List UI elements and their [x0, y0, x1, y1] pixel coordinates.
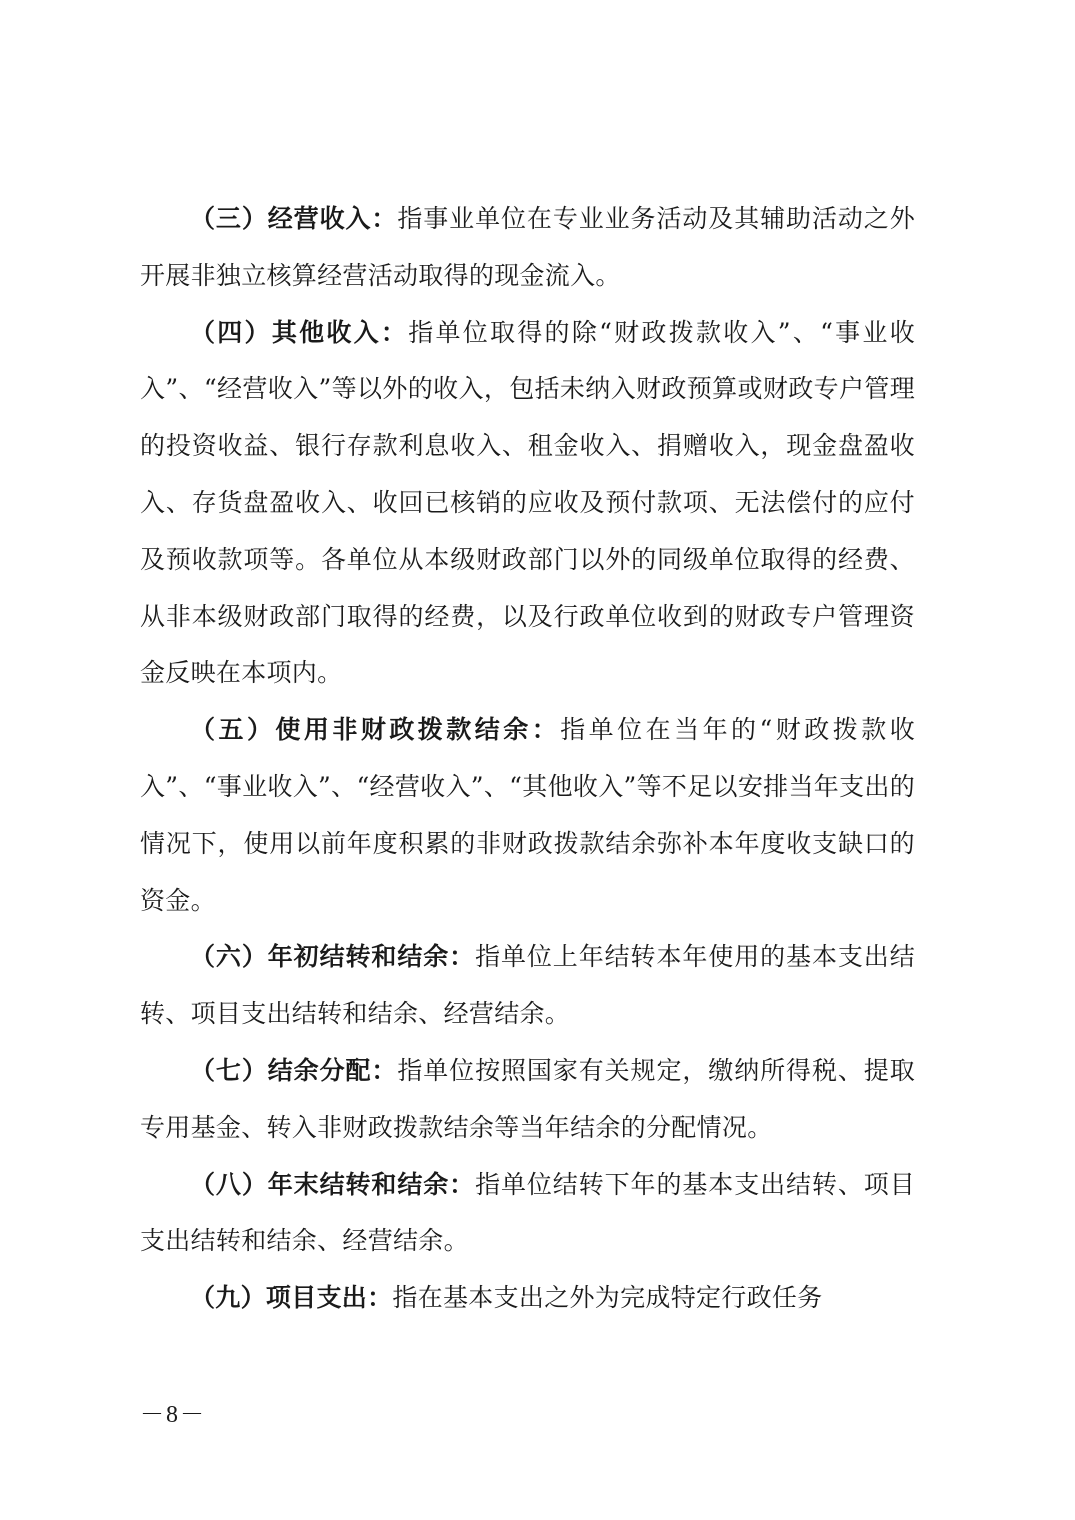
paragraph-beginning-carryover	[140, 929, 915, 1043]
body-text	[140, 191, 915, 1327]
paragraph-heading: （六）年初结转和结余：	[190, 942, 476, 972]
paragraph-text: 指在基本支出之外为完成特定行政任务	[392, 1283, 823, 1313]
paragraph-heading: （七）结余分配：	[190, 1055, 398, 1085]
paragraph-surplus-distribution	[140, 1043, 915, 1157]
paragraph-heading: （九）项目支出：	[190, 1283, 393, 1313]
paragraph-heading: （五）使用非财政拨款结余：	[190, 715, 561, 745]
paragraph-text: 指单位结转下年的基本支出结转、项目支出结转和结余、经营结余。	[140, 1169, 915, 1256]
paragraph-operating-income	[140, 191, 915, 305]
page-number: －8－	[140, 1402, 206, 1428]
paragraph-project-expenditure	[140, 1270, 915, 1327]
paragraph-heading: （四）其他收入：	[190, 317, 409, 347]
paragraph-other-income	[140, 305, 915, 703]
paragraph-text: 指事业单位在专业业务活动及其辅助活动之外开展非独立核算经营活动取得的现金流入。	[140, 204, 915, 290]
paragraph-non-fiscal-surplus	[140, 702, 915, 929]
paragraph-year-end-carryover	[140, 1157, 915, 1271]
paragraph-text: 指单位按照国家有关规定，缴纳所得税、提取专用基金、转入非财政拨款结余等当年结余的分配情况。	[140, 1055, 915, 1142]
paragraph-heading: （八）年末结转和结余：	[190, 1169, 476, 1199]
paragraph-text: 指单位在当年的“财政拨款收入”、“事业收入”、“经营收入”、“其他收入”等不足以安排当年支出的情况下，使用以前年度积累的非财政拨款结余弥补本年度收支缺口的资金。	[140, 715, 915, 915]
paragraph-text: 指单位上年结转本年使用的基本支出结转、项目支出结转和结余、经营结余。	[140, 942, 915, 1029]
paragraph-text: 指单位取得的除“财政拨款收入”、“事业收入”、“经营收入”等以外的收入，包括未纳入财政预算或财政专户管理的投资收益、银行存款利息收入、租金收入、捐赠收入，现金盘盈收入、存货盘盈收入、收回已核销的应收及预付款项、无法偿付的应付及预收款项等。各单位从本级财政部门以外的同级单位取得的经费、从非本级财政部门取得的经费，以及行政单位收到的财政专户管理资金反映在本项内。	[140, 317, 916, 688]
paragraph-heading: （三）经营收入：	[190, 204, 398, 233]
